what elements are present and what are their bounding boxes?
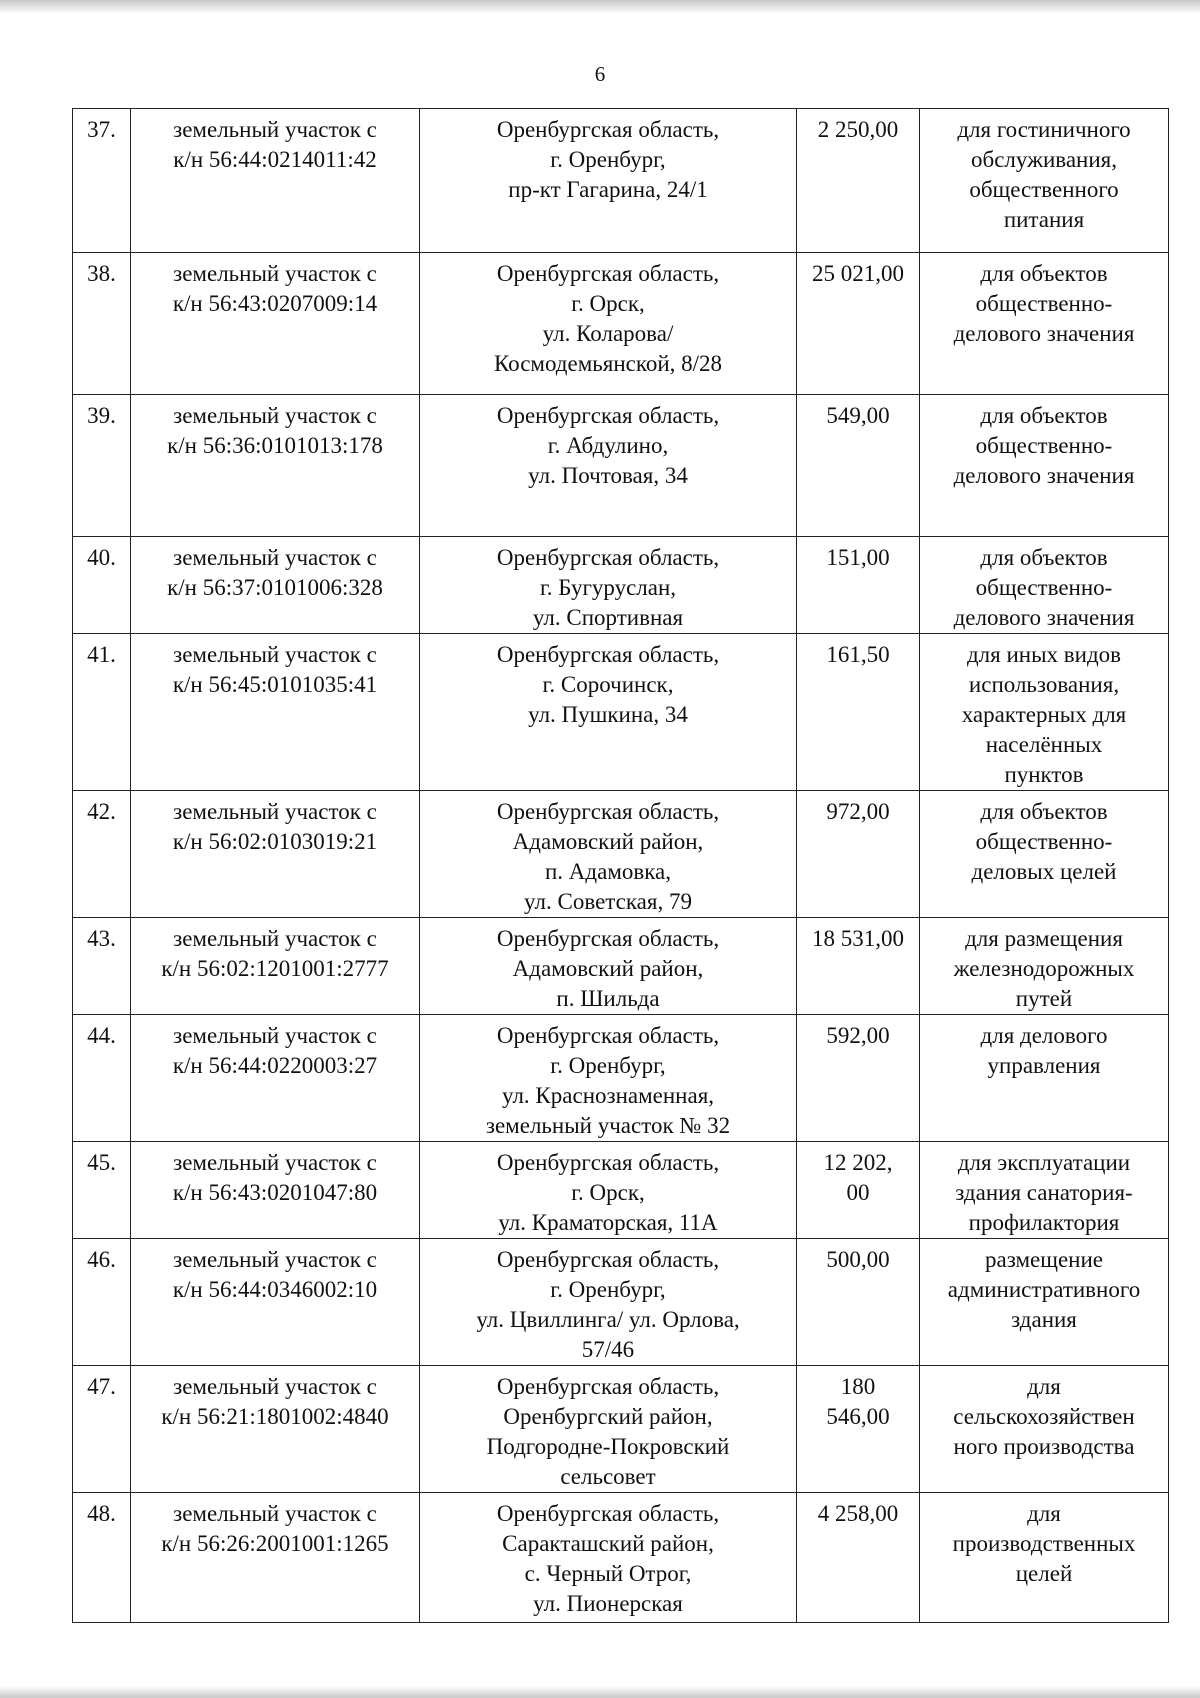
object-cell [131,1142,420,1239]
address-cell [420,918,797,1015]
address-line: сельсовет [560,1464,656,1489]
area-cell [797,918,920,1015]
permitted-use-line: для размещения [965,926,1123,951]
object-cell [131,1015,420,1142]
area-cell [797,1239,920,1366]
address-line: ул. Советская, 79 [524,889,692,914]
address-line: Адамовский район, [512,956,704,981]
permitted-use-cell [920,1366,1169,1493]
permitted-use-cell [920,1142,1169,1239]
object-line: земельный участок с [173,403,377,428]
permitted-use-cell [920,1015,1169,1142]
row-number-cell: 47. [73,1366,131,1493]
row-number-cell: 46. [73,1239,131,1366]
object-line: земельный участок с [173,1247,377,1272]
permitted-use-line: размещение [985,1247,1103,1272]
permitted-use-line: производственных [952,1531,1136,1556]
permitted-use-line: целей [1015,1561,1073,1586]
address-line: Оренбургская область, [496,403,720,428]
object-line: земельный участок с [173,1374,377,1399]
row-number-cell: 40. [73,537,131,634]
row-number-cell: 44. [73,1015,131,1142]
area-cell [797,395,920,537]
address-line: ул. Коларова/ [542,321,674,346]
object-line: земельный участок с [173,1501,377,1526]
object-cell [131,537,420,634]
permitted-use-line: административного [947,1277,1141,1302]
address-cell [420,109,797,253]
permitted-use-line: для [1027,1374,1061,1399]
permitted-use-line: общественно- [975,291,1113,316]
object-line: к/н 56:26:2001001:1265 [161,1531,389,1556]
permitted-use-line: характерных для [961,702,1127,727]
object-cell [131,109,420,253]
permitted-use-line: для объектов [980,403,1108,428]
land-plots-table [72,108,1169,1623]
object-cell [131,395,420,537]
address-line: Космодемьянской, 8/28 [493,351,723,376]
permitted-use-line: здания санатория- [955,1180,1133,1205]
address-line: Оренбургская область, [496,545,720,570]
table-row [73,537,1169,634]
permitted-use-line: деловых целей [971,859,1117,884]
address-line: ул. Краматорская, 11А [498,1210,718,1235]
permitted-use-line: для объектов [980,261,1108,286]
table-row [73,1142,1169,1239]
address-line: Оренбургская область, [496,799,720,824]
permitted-use-line: управления [987,1053,1101,1078]
table-row [73,1366,1169,1493]
table-row [73,1015,1169,1142]
area-cell [797,253,920,395]
object-cell [131,791,420,918]
permitted-use-line: путей [1015,986,1073,1011]
permitted-use-line: для иных видов [966,642,1122,667]
object-cell [131,1366,420,1493]
address-line: Оренбургская область, [496,1247,720,1272]
object-line: к/н 56:43:0207009:14 [172,291,378,316]
object-cell [131,1239,420,1366]
area-line: 4 258,00 [817,1501,899,1526]
permitted-use-line: общественно- [975,575,1113,600]
object-line: к/н 56:43:0201047:80 [172,1180,378,1205]
address-line: г. Абдулино, [547,433,669,458]
address-line: г. Оренбург, [550,1053,666,1078]
permitted-use-cell [920,918,1169,1015]
address-line: Оренбургская область, [496,926,720,951]
address-line: Адамовский район, [512,829,704,854]
permitted-use-cell [920,109,1169,253]
address-line: земельный участок № 32 [485,1113,731,1138]
object-line: к/н 56:02:0103019:21 [172,829,378,854]
permitted-use-line: общественно- [975,829,1113,854]
object-line: земельный участок с [173,117,377,142]
object-line: к/н 56:37:0101006:328 [167,575,383,600]
address-line: Оренбургская область, [496,642,720,667]
address-cell [420,1366,797,1493]
object-line: земельный участок с [173,1023,377,1048]
row-number-cell: 48. [73,1493,131,1623]
area-cell [797,1015,920,1142]
area-cell [797,791,920,918]
address-line: Оренбургская область, [496,117,720,142]
address-line: п. Адамовка, [544,859,672,884]
table-row [73,918,1169,1015]
permitted-use-line: делового значения [953,463,1135,488]
address-line: с. Черный Отрог, [524,1561,692,1586]
object-cell [131,253,420,395]
object-cell [131,1493,420,1623]
address-line: г. Оренбург, [550,1277,666,1302]
address-line: Подгородне-Покровский [486,1434,730,1459]
permitted-use-line: для гостиничного [957,117,1131,142]
address-cell [420,537,797,634]
address-cell [420,634,797,791]
area-cell [797,1366,920,1493]
object-line: к/н 56:44:0346002:10 [172,1277,378,1302]
object-line: к/н 56:45:0101035:41 [172,672,378,697]
table-row [73,1239,1169,1366]
permitted-use-line: делового значения [953,605,1135,630]
area-line: 592,00 [826,1023,890,1048]
permitted-use-line: делового значения [953,321,1135,346]
permitted-use-line: населённых [985,732,1103,757]
address-cell [420,395,797,537]
area-line: 2 250,00 [817,117,899,142]
row-number-cell: 38. [73,253,131,395]
area-cell [797,537,920,634]
area-line: 25 021,00 [812,261,904,286]
scan-edge-bottom [0,1686,1200,1698]
permitted-use-line: для делового [980,1023,1108,1048]
permitted-use-line: для эксплуатации [957,1150,1131,1175]
address-line: Оренбургская область, [496,1374,720,1399]
object-cell [131,918,420,1015]
address-line: Саракташский район, [502,1531,714,1556]
permitted-use-cell [920,634,1169,791]
permitted-use-cell [920,1239,1169,1366]
address-line: Оренбургская область, [496,1501,720,1526]
object-line: земельный участок с [173,261,377,286]
address-line: г. Орск, [571,291,645,316]
permitted-use-line: профилактория [968,1210,1120,1235]
address-cell [420,1142,797,1239]
address-line: ул. Краснознаменная, [501,1083,715,1108]
area-line: 18 531,00 [812,926,904,951]
page-number: 6 [594,62,606,86]
row-number-cell: 37. [73,109,131,253]
address-cell [420,1015,797,1142]
area-line: 500,00 [826,1247,890,1272]
table-row [73,791,1169,918]
table-row [73,395,1169,537]
area-line: 972,00 [826,799,890,824]
permitted-use-cell [920,537,1169,634]
address-cell [420,1239,797,1366]
area-line: 180 [840,1374,876,1399]
address-line: ул. Пушкина, 34 [528,702,688,727]
area-line: 00 [846,1180,870,1205]
permitted-use-cell [920,395,1169,537]
permitted-use-line: пунктов [1004,762,1084,787]
address-line: Оренбургская область, [496,1150,720,1175]
area-cell [797,1493,920,1623]
permitted-use-line: для [1027,1501,1061,1526]
address-line: г. Орск, [571,1180,645,1205]
area-line: 549,00 [826,403,890,428]
address-cell [420,253,797,395]
permitted-use-line: использования, [968,672,1120,697]
address-line: пр-кт Гагарина, 24/1 [508,177,708,202]
permitted-use-line: железнодорожных [953,956,1135,981]
address-line: п. Шильда [556,986,660,1011]
permitted-use-cell [920,1493,1169,1623]
object-line: земельный участок с [173,926,377,951]
row-number-cell: 45. [73,1142,131,1239]
object-line: к/н 56:02:1201001:2777 [161,956,389,981]
address-cell [420,1493,797,1623]
address-line: ул. Спортивная [532,605,684,630]
object-line: к/н 56:44:0214011:42 [173,147,377,172]
table-row [73,1493,1169,1623]
object-line: земельный участок с [173,799,377,824]
permitted-use-line: для объектов [980,799,1108,824]
permitted-use-cell [920,791,1169,918]
address-line: ул. Цвиллинга/ ул. Орлова, [476,1307,740,1332]
area-line: 151,00 [826,545,890,570]
row-number-cell: 41. [73,634,131,791]
area-cell [797,634,920,791]
permitted-use-line: общественного [969,177,1119,202]
permitted-use-line: общественно- [975,433,1113,458]
permitted-use-line: сельскохозяйствен [953,1404,1135,1429]
object-cell [131,634,420,791]
address-line: Оренбургский район, [503,1404,713,1429]
area-line: 161,50 [826,642,890,667]
row-number-cell: 39. [73,395,131,537]
object-line: к/н 56:21:1801002:4840 [161,1404,389,1429]
object-line: земельный участок с [173,545,377,570]
permitted-use-line: питания [1003,207,1085,232]
address-cell [420,791,797,918]
area-line: 546,00 [826,1404,890,1429]
address-line: Оренбургская область, [496,261,720,286]
scan-edge-top [0,0,1200,14]
row-number-cell: 43. [73,918,131,1015]
object-line: к/н 56:44:0220003:27 [172,1053,378,1078]
table-row [73,253,1169,395]
row-number-cell: 42. [73,791,131,918]
permitted-use-line: для объектов [980,545,1108,570]
object-line: земельный участок с [173,1150,377,1175]
table-row [73,634,1169,791]
table-body [73,109,1169,1623]
address-line: г. Сорочинск, [542,672,674,697]
permitted-use-cell [920,253,1169,395]
permitted-use-line: здания [1011,1307,1077,1332]
area-line: 12 202, [823,1150,893,1175]
table-row [73,109,1169,253]
area-cell [797,1142,920,1239]
object-line: земельный участок с [173,642,377,667]
address-line: г. Бугуруслан, [539,575,677,600]
area-cell [797,109,920,253]
permitted-use-line: ного производства [953,1434,1135,1459]
address-line: 57/46 [581,1337,635,1362]
object-line: к/н 56:36:0101013:178 [167,433,383,458]
address-line: г. Оренбург, [550,147,666,172]
permitted-use-line: обслуживания, [971,147,1117,172]
address-line: Оренбургская область, [496,1023,720,1048]
address-line: ул. Пионерская [533,1591,683,1616]
address-line: ул. Почтовая, 34 [528,463,688,488]
